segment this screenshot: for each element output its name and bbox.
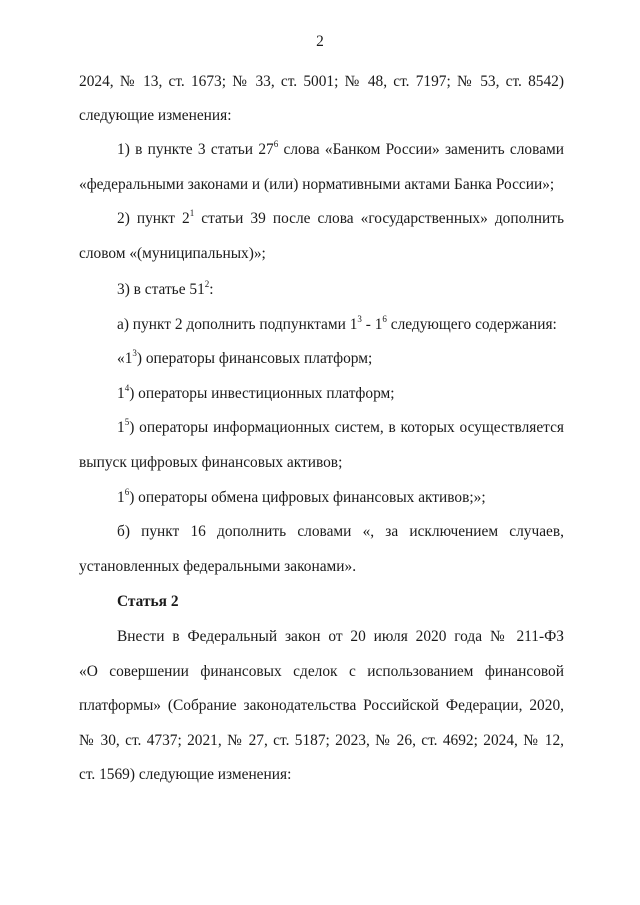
item-3-line (117, 278, 564, 299)
article-2-line-5: ст. 1569) следующие изменения: (79, 766, 292, 783)
page-number: 2 (316, 33, 324, 50)
item-3-text-a: 3) в статье 51 (117, 281, 205, 298)
item-1-text-a: 1) в пункте 3 статьи 27 (117, 141, 274, 158)
subitem-b-line-1: б) пункт 16 дополнить словами «, за исключением случаев, (117, 523, 564, 540)
point-1-3-text-b: ) операторы финансовых платформ; (136, 350, 373, 367)
text-line-1: 2024, № 13, ст. 1673; № 33, ст. 5001; № 48, ст. 7197; № 53, ст. 8542) (79, 73, 564, 90)
item-1-line-1 (117, 138, 564, 159)
point-1-4-text-a: 1 (117, 385, 125, 402)
point-1-6-line (117, 486, 564, 507)
point-1-6-superscript: 6 (124, 486, 130, 497)
point-1-4-line (117, 382, 564, 403)
point-1-3-text-a: «1 (117, 350, 133, 367)
item-3-superscript: 2 (204, 278, 210, 289)
point-1-5-line-1 (117, 416, 564, 437)
subitem-a-line (117, 313, 564, 334)
point-1-5-text-a: 1 (117, 419, 125, 436)
point-1-5-superscript: 5 (124, 416, 130, 427)
article-2-line-1: Внести в Федеральный закон от 20 июля 2020 года № 211-ФЗ (117, 628, 564, 645)
article-2-heading: Статья 2 (117, 593, 179, 610)
point-1-6-text-b: ) операторы обмена цифровых финансовых активов;»; (129, 489, 486, 506)
item-2-line-1 (117, 207, 564, 228)
point-1-3-superscript: 3 (132, 347, 137, 358)
subitem-b-line-2: установленных федеральными законами». (79, 558, 357, 575)
item-2-line-2: словом «(муниципальных)»; (79, 245, 266, 262)
item-2-text-a: 2) пункт 2 (117, 210, 190, 227)
item-2-superscript: 1 (189, 207, 195, 218)
item-2-text-b: статьи 39 после слова «государственных» дополнить (194, 210, 564, 227)
text-line-2: следующие изменения: (79, 107, 232, 124)
item-1-superscript: 6 (273, 138, 279, 149)
item-1-text-b: слова «Банком России» заменить словами (278, 141, 564, 158)
subitem-a-superscript-1: 3 (357, 313, 362, 324)
point-1-5-line-2: выпуск цифровых финансовых активов; (79, 454, 343, 471)
point-1-4-text-b: ) операторы инвестиционных платформ; (129, 385, 395, 402)
point-1-6-text-a: 1 (117, 489, 125, 506)
point-1-3-line (117, 347, 564, 368)
subitem-a-text-a: а) пункт 2 дополнить подпунктами 1 (117, 316, 358, 333)
article-2-line-2: «О совершении финансовых сделок с использованием финансовой (79, 663, 564, 680)
point-1-4-superscript: 4 (124, 382, 130, 393)
subitem-a-text-c: следующего содержания: (386, 316, 557, 333)
item-1-line-2: «федеральными законами и (или) нормативными актами Банка России»; (79, 176, 555, 193)
point-1-5-text-b: ) операторы информационных систем, в которых осуществляется (129, 419, 564, 436)
subitem-a-superscript-2: 6 (382, 313, 387, 324)
article-2-line-3: платформы» (Собрание законодательства Российской Федерации, 2020, (79, 697, 564, 714)
subitem-a-text-b: - 1 (361, 316, 383, 333)
item-3-text-b: : (209, 281, 214, 298)
article-2-line-4: № 30, ст. 4737; 2021, № 27, ст. 5187; 2023, № 26, ст. 4692; 2024, № 12, (79, 732, 564, 749)
